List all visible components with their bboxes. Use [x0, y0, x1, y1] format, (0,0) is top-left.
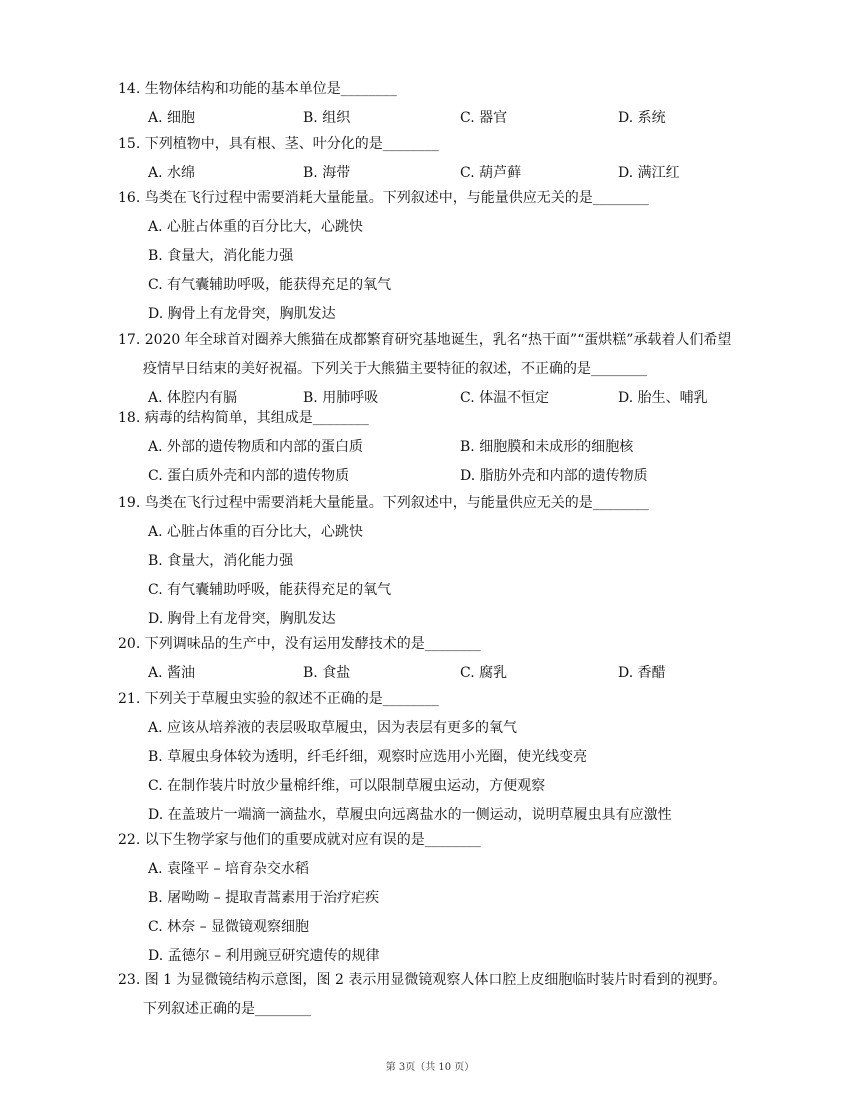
option-b: B. 用肺呼吸: [303, 390, 379, 406]
question-17-stem-line2: 疫情早日结束的美好祝福。下列关于大熊猫主要特征的叙述，不正确的是________: [143, 361, 647, 377]
question-23-stem-line1: 23. 图 1 为显微镜结构示意图，图 2 表示用显微镜观察人体口腔上皮细胞临时装片时看到的视野。: [118, 972, 727, 988]
option-b: B. 海带: [303, 165, 351, 181]
page-number-label: 第 3页（共 10 页）: [385, 1062, 475, 1073]
option-c: C. 在制作装片时放少量棉纤维，可以限制草履虫运动，方便观察: [148, 778, 546, 794]
option-c: C. 蛋白质外壳和内部的遗传物质: [148, 468, 350, 484]
option-d: D. 脂肪外壳和内部的遗传物质: [460, 468, 648, 484]
question-15-options: [118, 163, 768, 183]
question-22-stem: 22. 以下生物学家与他们的重要成就对应有误的是________: [118, 832, 481, 848]
question-17-stem-line1: 17. 2020 年全球首对圈养大熊猫在成都繁育研究基地诞生，乳名“热干面”“蛋烘糕”承载着人们希望: [118, 332, 732, 348]
question-21-stem: 21. 下列关于草履虫实验的叙述不正确的是________: [118, 691, 439, 707]
question-19: [118, 493, 768, 629]
option-c: C. 腐乳: [460, 665, 508, 681]
question-23-stem-line2: 下列叙述正确的是________: [143, 1001, 311, 1017]
question-14-options: [118, 108, 768, 128]
option-b: B. 组织: [303, 110, 351, 126]
question-20-stem: 20. 下列调味品的生产中，没有运用发酵技术的是________: [118, 636, 481, 652]
option-b: B. 草履虫身体较为透明，纤毛纤细，观察时应选用小光圈，使光线变亮: [148, 749, 588, 765]
question-15-stem: 15. 下列植物中，具有根、茎、叶分化的是________: [118, 136, 439, 152]
question-18: [118, 408, 768, 486]
question-19-stem: 19. 鸟类在飞行过程中需要消耗大量能量。下列叙述中，与能量供应无关的是________: [118, 495, 649, 511]
option-a: A. 酱油: [148, 665, 196, 681]
question-18-options-row1: [118, 437, 768, 457]
question-14-stem: 14. 生物体结构和功能的基本单位是________: [118, 81, 397, 97]
option-c: C. 器官: [460, 110, 508, 126]
option-a: A. 水绵: [148, 165, 196, 181]
question-18-options-row2: [118, 466, 768, 486]
option-a: A. 心脏占体重的百分比大，心跳快: [148, 219, 364, 235]
page-footer: [0, 1058, 860, 1073]
option-a: A. 心脏占体重的百分比大，心跳快: [148, 524, 364, 540]
question-15: [118, 134, 768, 183]
question-17-options: [118, 388, 768, 408]
option-a: A. 体腔内有膈: [148, 390, 238, 406]
option-c: C. 林奈 – 显微镜观察细胞: [148, 919, 310, 935]
option-b: B. 细胞膜和未成形的细胞核: [460, 439, 634, 455]
question-14: [118, 79, 768, 128]
question-22: [118, 830, 768, 966]
option-b: B. 食量大，消化能力强: [148, 553, 294, 569]
option-b: B. 食量大，消化能力强: [148, 248, 294, 264]
question-20-options: [118, 663, 768, 683]
option-c: C. 有气囊辅助呼吸，能获得充足的氧气: [148, 277, 392, 293]
question-21: [118, 689, 768, 825]
option-a: A. 外部的遗传物质和内部的蛋白质: [148, 439, 364, 455]
option-d: D. 胸骨上有龙骨突，胸肌发达: [148, 306, 336, 322]
option-a: A. 应该从培养液的表层吸取草履虫，因为表层有更多的氧气: [148, 720, 518, 736]
option-d: D. 孟德尔 – 利用豌豆研究遗传的规律: [148, 948, 380, 964]
option-d: D. 系统: [618, 110, 666, 126]
option-d: D. 胸骨上有龙骨突，胸肌发达: [148, 611, 336, 627]
option-a: A. 袁隆平 – 培育杂交水稻: [148, 861, 309, 877]
question-18-stem: 18. 病毒的结构简单，其组成是________: [118, 410, 369, 426]
option-a: A. 细胞: [148, 110, 196, 126]
option-c: C. 葫芦藓: [460, 165, 522, 181]
question-23: [118, 970, 768, 1019]
option-c: C. 体温不恒定: [460, 390, 550, 406]
option-d: D. 香醋: [618, 665, 666, 681]
question-17: [118, 330, 768, 408]
question-16-stem: 16. 鸟类在飞行过程中需要消耗大量能量。下列叙述中，与能量供应无关的是________: [118, 190, 649, 206]
question-16: [118, 188, 768, 324]
option-d: D. 在盖玻片一端滴一滴盐水，草履虫向远离盐水的一侧运动，说明草履虫具有应激性: [148, 807, 672, 823]
option-c: C. 有气囊辅助呼吸，能获得充足的氧气: [148, 582, 392, 598]
option-d: D. 满江红: [618, 165, 680, 181]
option-b: B. 屠呦呦 – 提取青蒿素用于治疗疟疾: [148, 890, 380, 906]
question-20: [118, 634, 768, 683]
option-b: B. 食盐: [303, 665, 351, 681]
option-d: D. 胎生、哺乳: [618, 390, 708, 406]
